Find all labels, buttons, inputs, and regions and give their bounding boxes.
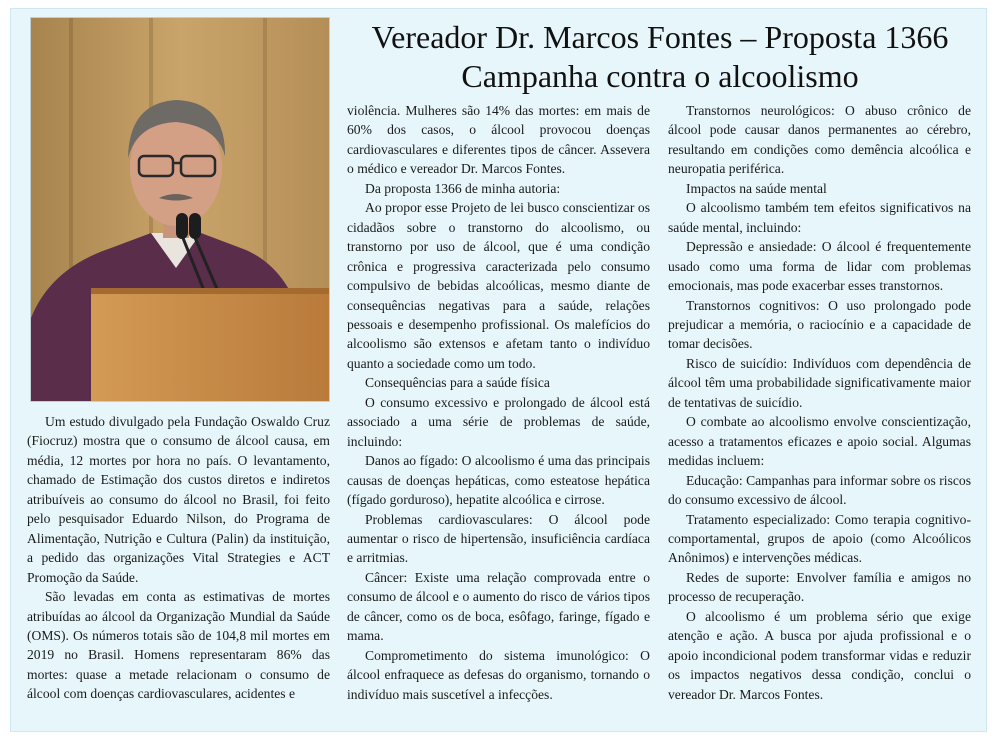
paragraph: O combate ao alcoolismo envolve conscientização, acesso a tratamentos eficazes e apoio social. Algumas medidas incluem:	[668, 414, 971, 469]
paragraph: O alcoolismo é um problema sério que exige atenção e ação. A busca por ajuda profissional e o apoio incondicional podem transformar vidas e reduzir os impactos negativos dessa condição, conclui o vereador Dr. Marcos Fontes.	[668, 608, 971, 702]
article-column-1	[27, 412, 330, 704]
title-line-2: Campanha contra o alcoolismo	[461, 58, 859, 94]
article-column-3	[668, 101, 971, 704]
article-column-2	[347, 101, 650, 704]
paragraph: São levadas em conta as estimativas de mortes atribuídas ao álcool da Organização Mundial da Saúde (OMS). Os números totais são de 104,8 mil mortes em 2019 no Brasil. Homens representaram 86% das mortes: quase a metade relacionam o consumo de álcool com doenças cardiovasculares, acidentes e	[27, 589, 330, 702]
paragraph: Transtornos cognitivos: O uso prolongado pode prejudicar a memória, o raciocínio e a capacidade de tomar decisões.	[668, 297, 971, 352]
speaker-photo	[30, 17, 330, 402]
paragraph: Comprometimento do sistema imunológico: O álcool enfraquece as defesas do organismo, tornando o indivíduo mais suscetível a infecções.	[347, 647, 650, 702]
paragraph: O alcoolismo também tem efeitos significativos na saúde mental, incluindo:	[668, 200, 971, 235]
paragraph: O consumo excessivo e prolongado de álcool está associado a uma série de problemas de saúde, incluindo:	[347, 394, 650, 449]
paragraph: Depressão e ansiedade: O álcool é frequentemente usado como uma forma de lidar com problemas emocionais, mas pode exacerbar esses transtornos.	[668, 239, 971, 294]
paragraph: Da proposta 1366 de minha autoria:	[365, 180, 561, 196]
paragraph: Educação: Campanhas para informar sobre os riscos do consumo excessivo de álcool.	[668, 472, 971, 508]
paragraph: Risco de suicídio: Indivíduos com dependência de álcool têm uma probabilidade significativamente maior de tentativas de suicídio.	[668, 355, 971, 410]
article-title	[335, 18, 985, 96]
section-heading: Impactos na saúde mental	[686, 180, 827, 196]
paragraph: Problemas cardiovasculares: O álcool pode aumentar o risco de hipertensão, insuficiência cardíaca e arritmias.	[347, 511, 650, 566]
paragraph: Danos ao fígado: O alcoolismo é uma das principais causas de doenças hepáticas, como esteatose hepática (fígado gorduroso), hepatite alcoólica e cirrose.	[347, 453, 650, 508]
paragraph: Tratamento especializado: Como terapia cognitivo-comportamental, grupos de apoio (como Alcoólicos Anônimos) e intervenções médicas.	[668, 511, 971, 566]
paragraph: Um estudo divulgado pela Fundação Oswaldo Cruz (Fiocruz) mostra que o consumo de álcool causa, em média, 12 mortes por hora no país. O levantamento, chamado de Estimação dos custos diretos e indiretos atribuíveis ao consumo do álcool no Brasil, foi feito pelo pesquisador Eduardo Nilson, do Programa de Alimentação, Nutrição e Cultura (Palin) da instituição, a pedido das organizações Vital Strategies e ACT Promoção da Saúde.	[27, 414, 330, 585]
paragraph: Transtornos neurológicos: O abuso crônico de álcool pode causar danos permanentes ao cérebro, resultando em condições como demência alcoólica e neuropatia periférica.	[668, 103, 971, 177]
speaker-portrait-image	[31, 18, 330, 402]
paragraph: Redes de suporte: Envolver família e amigos no processo de recuperação.	[668, 569, 971, 605]
title-line-1: Vereador Dr. Marcos Fontes – Proposta 1366	[371, 19, 949, 55]
section-heading: Consequências para a saúde física	[365, 375, 550, 391]
paragraph: violência. Mulheres são 14% das mortes: em mais de 60% dos casos, o álcool provocou doenças cardiovasculares e diferentes tipos de câncer. Assevera o médico e vereador Dr. Marcos Fontes.	[347, 103, 650, 177]
paragraph: Ao propor esse Projeto de lei busco conscientizar os cidadãos sobre o transtorno do alcoolismo, ou transtorno por uso de álcool, que é uma condição crônica e progressiva caracterizada pelo consumo compulsivo de bebidas alcoólicas, mesmo diante de consequências negativas para a saúde, relações pessoais e desempenho profissional. Os malefícios do alcoolismo são extensos e afetam tanto o indivíduo quanto a sociedade como um todo.	[347, 200, 650, 371]
paragraph: Câncer: Existe uma relação comprovada entre o consumo de álcool e o aumento do risco de vários tipos de câncer, como os de boca, esôfago, faringe, fígado e mama.	[347, 569, 650, 644]
